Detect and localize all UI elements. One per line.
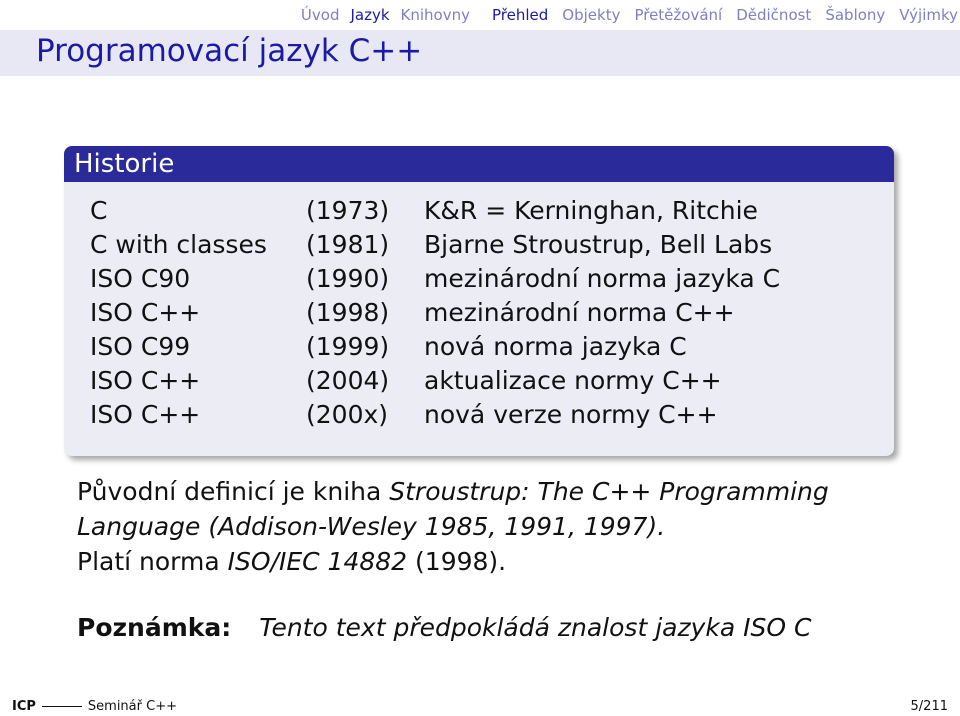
history-desc: mezinárodní norma jazyka C [424,264,781,293]
nav-subsection-vyjimky[interactable]: Výjimky [899,6,959,24]
history-year: (1998) [306,298,390,327]
footer-left [0,696,480,716]
history-name: C with classes [90,230,267,259]
footer-author: ICP [12,698,36,714]
nav-section-uvod[interactable]: Úvod [300,6,340,24]
history-block [64,146,894,456]
nav-subsection-objekty[interactable]: Objekty [562,6,621,24]
note [77,613,811,642]
history-name: C [90,196,108,225]
history-desc: Bjarne Stroustrup, Bell Labs [424,230,773,259]
note-text: Tento text předpokládá znalost jazyka ISO C [259,613,812,642]
history-year: (1999) [306,332,390,361]
footer-title: Seminář C++ [87,698,177,714]
subsection-nav [480,0,960,30]
nav-subsection-prehled[interactable]: Přehled [492,6,549,24]
history-name: ISO C++ [90,400,201,429]
history-desc: nová verze normy C++ [424,400,718,429]
nav-subsection-pretezovani[interactable]: Přetěžování [634,6,723,24]
navigation-bar [0,0,960,30]
nav-section-knihovny[interactable]: Knihovny [400,6,470,24]
history-year: (1973) [306,196,390,225]
history-desc: K&R = Kerninghan, Ritchie [424,196,758,225]
history-name: ISO C99 [90,332,191,361]
history-desc: nová norma jazyka C [424,332,687,361]
history-year: (1981) [306,230,390,259]
history-desc: mezinárodní norma C++ [424,298,735,327]
section-nav [0,0,480,30]
norm-suffix: (1998). [407,547,507,576]
norm-name: ISO/IEC 14882 [227,547,408,576]
history-block-title: Historie [64,146,894,182]
nav-subsection-dedicnost[interactable]: Dědičnost [736,6,812,24]
history-name: ISO C90 [90,264,191,293]
page-title: Programovací jazyk C++ [36,33,423,69]
definition-text: Původní definicí je kniha [77,477,390,506]
definition-paragraph [77,474,937,579]
norm-line [77,544,937,579]
history-name: ISO C++ [90,298,201,327]
footer-separator [42,706,82,707]
definition-book: Stroustrup: The C++ Programming Language (Addison-Wesley 1985, 1991, 1997). [77,477,829,541]
frame-title-bar [0,30,960,76]
nav-section-jazyk[interactable]: Jazyk [350,6,390,24]
footer-right [480,696,960,716]
history-year: (1990) [306,264,390,293]
history-desc: aktualizace normy C++ [424,366,722,395]
history-name: ISO C++ [90,366,201,395]
nav-subsection-sablony[interactable]: Šablony [825,6,886,24]
definition-line [77,474,937,544]
history-year: (200x) [306,400,389,429]
history-year: (2004) [306,366,390,395]
footer [0,696,960,716]
note-label: Poznámka: [77,613,232,642]
norm-prefix: Platí norma [77,547,228,576]
page-number: 5/211 [910,698,948,714]
